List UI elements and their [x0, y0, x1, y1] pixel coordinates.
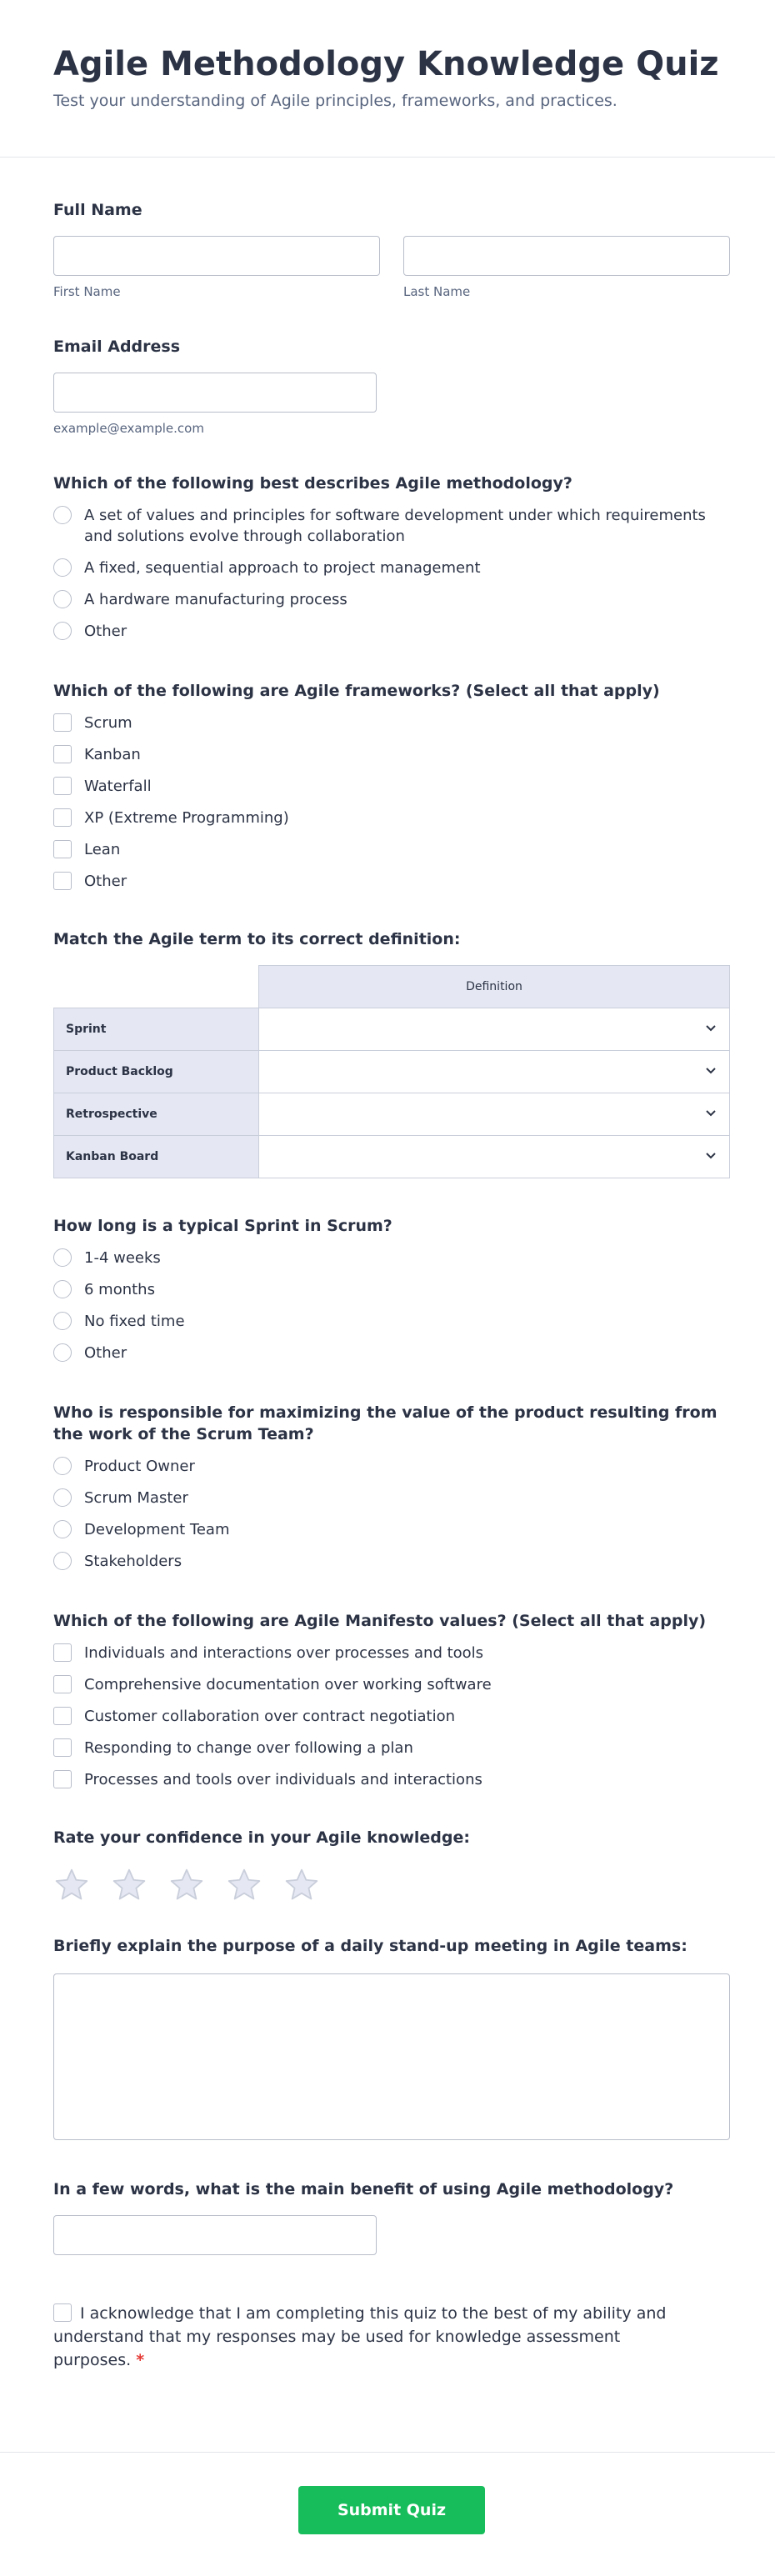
star-icon[interactable] [53, 1867, 90, 1903]
chevron-down-icon [704, 1106, 718, 1119]
option-label: No fixed time [84, 1313, 185, 1330]
checkbox-option[interactable] [53, 1769, 722, 1790]
checkbox-option[interactable] [53, 808, 722, 828]
checkbox-option[interactable] [53, 1738, 722, 1758]
option-label: Waterfall [84, 778, 152, 795]
checkbox[interactable] [53, 1770, 72, 1788]
matrix-row-label: Product Backlog [54, 1051, 259, 1093]
radio-option[interactable] [53, 558, 722, 578]
radio-button[interactable] [53, 1312, 72, 1330]
acknowledgement-checkbox[interactable] [53, 2303, 72, 2322]
agile-frameworks-label: Which of the following are Agile frameworks? (Select all that apply) [53, 682, 660, 700]
option-label: Individuals and interactions over processes and tools [84, 1644, 484, 1662]
checkbox-option[interactable] [53, 744, 722, 765]
matrix-row-label: Kanban Board [54, 1136, 259, 1178]
checkbox[interactable] [53, 872, 72, 890]
checkbox-option[interactable] [53, 1674, 722, 1695]
radio-option[interactable] [53, 621, 722, 642]
agile-benefit-label: In a few words, what is the main benefit of using Agile methodology? [53, 2180, 674, 2198]
acknowledgement-label[interactable] [53, 2302, 670, 2372]
radio-option[interactable] [53, 1488, 722, 1508]
email-input[interactable] [53, 373, 377, 413]
checkbox-option[interactable] [53, 1643, 722, 1663]
radio-button[interactable] [53, 558, 72, 577]
matrix-corner [54, 966, 259, 1008]
page-subtitle: Test your understanding of Agile principles, frameworks, and practices. [53, 92, 618, 110]
standup-purpose-textarea[interactable] [53, 1973, 730, 2140]
radio-button[interactable] [53, 1248, 72, 1267]
checkbox-option[interactable] [53, 839, 722, 860]
radio-button[interactable] [53, 1457, 72, 1475]
matrix-column-header: Definition [259, 966, 730, 1008]
option-label: Development Team [84, 1521, 230, 1538]
option-label: A hardware manufacturing process [84, 591, 348, 608]
option-label: Scrum [84, 714, 132, 732]
manifesto-values-question [53, 1610, 722, 1790]
radio-button[interactable] [53, 506, 72, 524]
option-label: 1-4 weeks [84, 1249, 161, 1267]
radio-button[interactable] [53, 590, 72, 608]
checkbox[interactable] [53, 1738, 72, 1757]
agile-benefit-question [53, 2178, 722, 2255]
radio-option[interactable] [53, 505, 722, 547]
email-question [53, 336, 722, 436]
radio-option[interactable] [53, 1551, 722, 1572]
option-label: Other [84, 873, 128, 890]
radio-button[interactable] [53, 1520, 72, 1538]
checkbox[interactable] [53, 713, 72, 732]
option-label: A set of values and principles for software development under which requirements and solutions evolve through collaboration [84, 507, 706, 545]
sprint-length-question [53, 1215, 722, 1363]
checkbox[interactable] [53, 1707, 72, 1725]
checkbox[interactable] [53, 1643, 72, 1662]
checkbox[interactable] [53, 808, 72, 827]
checkbox[interactable] [53, 1675, 72, 1693]
matrix-dropdown[interactable] [259, 1008, 730, 1051]
checkbox-option[interactable] [53, 1706, 722, 1727]
matching-label: Match the Agile term to its correct definition: [53, 930, 461, 948]
radio-button[interactable] [53, 1488, 72, 1507]
agile-description-question [53, 473, 722, 642]
option-label: Responding to change over following a plan [84, 1739, 413, 1757]
agile-frameworks-question [53, 680, 722, 892]
star-icon[interactable] [168, 1867, 205, 1903]
checkbox[interactable] [53, 840, 72, 858]
matrix-dropdown[interactable] [259, 1051, 730, 1093]
radio-option[interactable] [53, 1519, 722, 1540]
checkbox[interactable] [53, 777, 72, 795]
confidence-rating-question [53, 1827, 722, 1903]
option-label: Comprehensive documentation over working software [84, 1676, 492, 1693]
option-label: 6 months [84, 1281, 155, 1298]
radio-button[interactable] [53, 1280, 72, 1298]
required-mark: * [136, 2351, 145, 2369]
confidence-rating-label: Rate your confidence in your Agile knowledge: [53, 1828, 470, 1847]
star-rating[interactable] [53, 1867, 722, 1903]
star-icon[interactable] [226, 1867, 262, 1903]
option-label: Other [84, 623, 128, 640]
product-value-label: Who is responsible for maximizing the value of the product resulting from the work of the Scrum Team? [53, 1403, 718, 1443]
acknowledgement [53, 2302, 722, 2372]
chevron-down-icon [704, 1148, 718, 1162]
full-name-question [53, 199, 722, 299]
matrix-row-label: Retrospective [54, 1093, 259, 1136]
email-label: Email Address [53, 338, 181, 356]
chevron-down-icon [704, 1063, 718, 1077]
option-label: Kanban [84, 746, 141, 763]
manifesto-values-label: Which of the following are Agile Manifesto values? (Select all that apply) [53, 1612, 707, 1630]
checkbox-option[interactable] [53, 776, 722, 797]
radio-button[interactable] [53, 622, 72, 640]
full-name-label: Full Name [53, 201, 142, 219]
matrix-dropdown[interactable] [259, 1093, 730, 1136]
option-label: Customer collaboration over contract negotiation [84, 1708, 455, 1725]
chevron-down-icon [704, 1021, 718, 1034]
checkbox-option[interactable] [53, 871, 722, 892]
star-icon[interactable] [283, 1867, 320, 1903]
submit-button[interactable]: Submit Quiz [298, 2486, 485, 2534]
standup-purpose-label: Briefly explain the purpose of a daily stand-up meeting in Agile teams: [53, 1937, 688, 1955]
matrix-row-label: Sprint [54, 1008, 259, 1051]
last-name-input[interactable] [403, 236, 730, 276]
form-content [0, 199, 775, 2372]
sprint-length-label: How long is a typical Sprint in Scrum? [53, 1217, 392, 1235]
option-label: Other [84, 1344, 128, 1362]
page-title: Agile Methodology Knowledge Quiz [53, 45, 719, 83]
product-value-question [53, 1402, 722, 1572]
checkbox[interactable] [53, 745, 72, 763]
radio-option[interactable] [53, 1279, 722, 1300]
radio-option[interactable] [53, 1456, 722, 1477]
star-icon[interactable] [111, 1867, 148, 1903]
option-label: Processes and tools over individuals and interactions [84, 1771, 482, 1788]
matching-question [53, 928, 722, 1178]
email-sublabel: example@example.com [53, 421, 204, 436]
agile-benefit-input[interactable] [53, 2215, 377, 2255]
radio-option[interactable] [53, 1311, 722, 1332]
radio-button[interactable] [53, 1552, 72, 1570]
option-label: Product Owner [84, 1458, 195, 1475]
option-label: XP (Extreme Programming) [84, 809, 289, 827]
option-label: A fixed, sequential approach to project management [84, 559, 481, 577]
acknowledgement-text: I acknowledge that I am completing this quiz to the best of my ability and understand that my responses may be used for knowledge assessment purposes. [53, 2304, 667, 2369]
radio-option[interactable] [53, 1343, 722, 1363]
matching-table [53, 965, 730, 1178]
form-footer [0, 2452, 775, 2576]
checkbox-option[interactable] [53, 713, 722, 733]
first-name-input[interactable] [53, 236, 380, 276]
option-label: Stakeholders [84, 1553, 182, 1570]
standup-purpose-question [53, 1935, 722, 2140]
option-label: Scrum Master [84, 1489, 188, 1507]
last-name-sublabel: Last Name [403, 284, 471, 299]
option-label: Lean [84, 841, 121, 858]
radio-button[interactable] [53, 1343, 72, 1362]
radio-option[interactable] [53, 589, 722, 610]
matrix-dropdown[interactable] [259, 1136, 730, 1178]
form-header [0, 0, 775, 158]
first-name-sublabel: First Name [53, 284, 121, 299]
radio-option[interactable] [53, 1248, 722, 1268]
agile-description-label: Which of the following best describes Agile methodology? [53, 474, 572, 493]
